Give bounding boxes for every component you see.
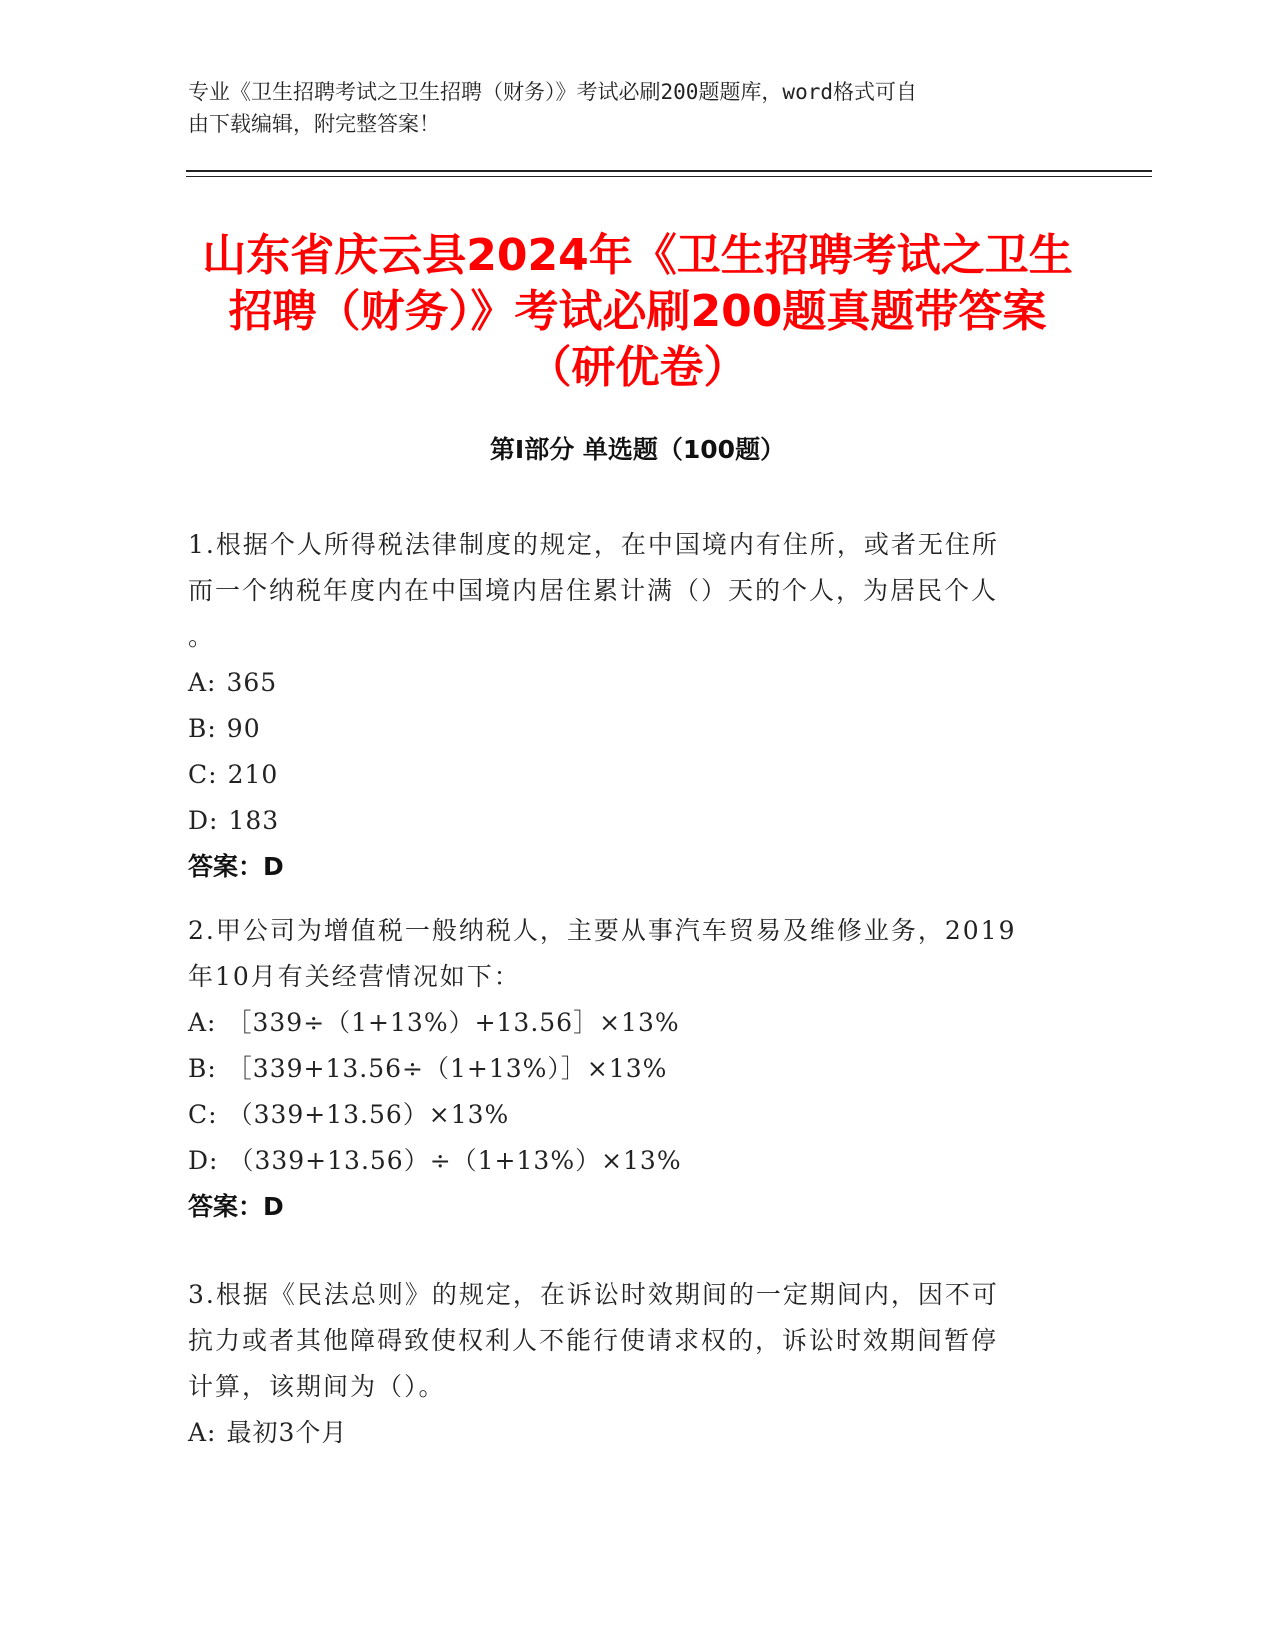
option-text: 365	[226, 668, 278, 697]
option-text: 210	[227, 760, 279, 789]
option-label: B:	[188, 1054, 217, 1083]
document-title	[150, 228, 1125, 396]
option-label: A:	[188, 668, 217, 697]
option-label: A:	[188, 1418, 217, 1447]
option-c	[188, 1092, 1068, 1138]
stem-line: 抗力或者其他障碍致使权利人不能行使请求权的，诉讼时效期间暂停	[188, 1326, 999, 1355]
option-text: 最初3个月	[226, 1418, 348, 1447]
option-text: ［339÷（1+13%）+13.56］×13%	[226, 1008, 680, 1037]
title-line: 招聘（财务）》考试必刷200题真题带答案	[228, 286, 1047, 337]
option-c	[188, 752, 1068, 798]
header-note-line: 专业《卫生招聘考试之卫生招聘（财务）》考试必刷200题题库，word格式可自	[188, 80, 917, 104]
answer: 答案：D	[188, 1192, 284, 1221]
option-a	[188, 660, 1068, 706]
header-rule-thin	[186, 176, 1152, 177]
question-stem	[188, 522, 1068, 660]
stem-line: 2.甲公司为增值税一般纳税人，主要从事汽车贸易及维修业务，2019	[188, 916, 1017, 945]
title-line: 山东省庆云县2024年《卫生招聘考试之卫生	[202, 230, 1073, 281]
option-text: 183	[228, 806, 280, 835]
section-heading: 第Ⅰ部分 单选题（100题）	[489, 435, 786, 464]
stem-line: 年10月有关经营情况如下：	[188, 962, 521, 991]
header-note-line: 由下载编辑，附完整答案！	[188, 112, 440, 136]
question-2	[188, 908, 1068, 1230]
option-label: B:	[188, 714, 217, 743]
question-1	[188, 522, 1068, 890]
option-text: （339+13.56）÷（1+13%）×13%	[228, 1146, 682, 1175]
option-a	[188, 1000, 1068, 1046]
option-label: C:	[188, 1100, 218, 1129]
option-text: ［339+13.56÷（1+13%）］×13%	[226, 1054, 668, 1083]
stem-line: 3.根据《民法总则》的规定，在诉讼时效期间的一定期间内，因不可	[188, 1280, 999, 1309]
option-text: 90	[226, 714, 261, 743]
option-label: C:	[188, 760, 218, 789]
option-label: A:	[188, 1008, 217, 1037]
header-note	[188, 76, 1068, 140]
stem-line: 1.根据个人所得税法律制度的规定，在中国境内有住所，或者无住所	[188, 530, 999, 559]
question-3	[188, 1272, 1068, 1456]
title-line: （研优卷）	[527, 342, 748, 393]
option-d	[188, 1138, 1068, 1184]
question-stem	[188, 908, 1068, 1000]
option-b	[188, 706, 1068, 752]
option-a	[188, 1410, 1068, 1456]
option-label: D:	[188, 1146, 219, 1175]
stem-line: 。	[188, 622, 216, 651]
stem-line: 计算，该期间为（）。	[188, 1372, 446, 1401]
header-rule-thick	[186, 170, 1152, 172]
stem-line: 而一个纳税年度内在中国境内居住累计满（）天的个人，为居民个人	[188, 576, 999, 605]
option-b	[188, 1046, 1068, 1092]
option-label: D:	[188, 806, 219, 835]
option-d	[188, 798, 1068, 844]
answer: 答案：D	[188, 852, 284, 881]
option-text: （339+13.56）×13%	[227, 1100, 510, 1129]
question-stem	[188, 1272, 1068, 1410]
